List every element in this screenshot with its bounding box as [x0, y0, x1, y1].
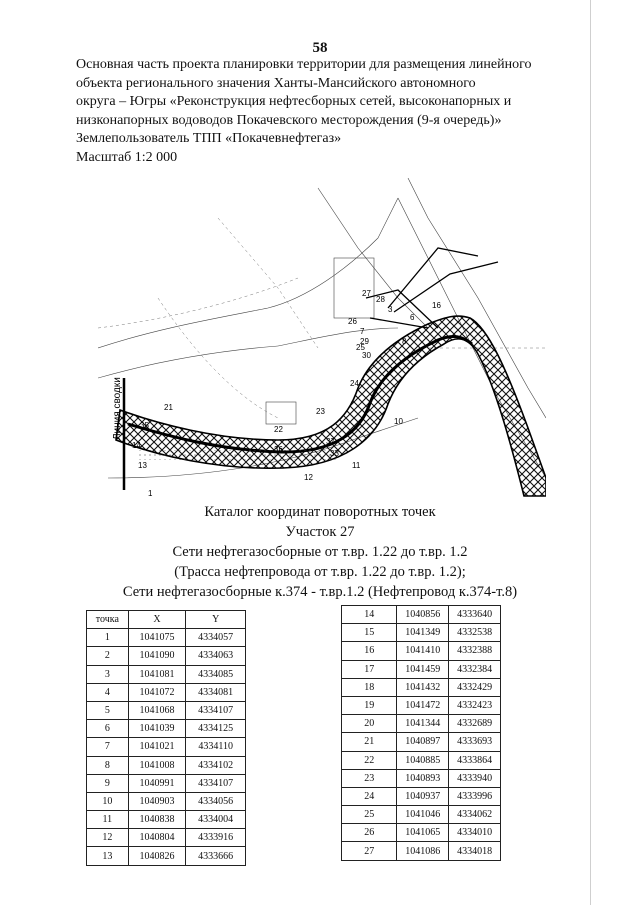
- point-cell: 27: [342, 842, 397, 860]
- y-cell: 4332423: [449, 696, 501, 714]
- y-cell: 4334081: [186, 683, 246, 701]
- table-row: [87, 756, 246, 774]
- table-row: [342, 824, 501, 842]
- table-row: [342, 715, 501, 733]
- point-label: 33: [330, 449, 339, 458]
- point-cell: 25: [342, 806, 397, 824]
- y-cell: 4333916: [186, 829, 246, 847]
- point-cell: 9: [87, 774, 129, 792]
- point-cell: 17: [342, 660, 397, 678]
- y-cell: 4334010: [449, 824, 501, 842]
- y-cell: 4333864: [449, 751, 501, 769]
- point-label: 24: [350, 379, 359, 388]
- table-row: [342, 606, 501, 624]
- x-cell: 1041090: [128, 647, 186, 665]
- point-label: 21: [164, 403, 173, 412]
- land-user-line: Землепользователь ТПП «Покачевнефтегаз»: [76, 131, 342, 146]
- point-cell: 24: [342, 787, 397, 805]
- point-label: 12: [304, 473, 313, 482]
- x-cell: 1040937: [397, 787, 449, 805]
- point-cell: 15: [342, 624, 397, 642]
- x-cell: 1040856: [397, 606, 449, 624]
- y-cell: 4334107: [186, 774, 246, 792]
- point-label: 35: [140, 421, 149, 430]
- corridor-dotted-strip: [136, 450, 336, 460]
- table-row: [342, 806, 501, 824]
- point-cell: 21: [342, 733, 397, 751]
- point-label: 36: [274, 445, 283, 454]
- x-cell: 1041072: [128, 683, 186, 701]
- x-cell: 1041008: [128, 756, 186, 774]
- table-row: [87, 683, 246, 701]
- point-cell: 6: [87, 720, 129, 738]
- table-row: [342, 769, 501, 787]
- table-row: [87, 720, 246, 738]
- x-cell: 1040804: [128, 829, 186, 847]
- x-cell: 1041472: [397, 696, 449, 714]
- y-cell: 4333940: [449, 769, 501, 787]
- point-label: 37: [326, 437, 335, 446]
- column-header-x: X: [128, 611, 186, 629]
- point-cell: 2: [87, 647, 129, 665]
- y-cell: 4334062: [449, 806, 501, 824]
- point-label: 25: [356, 343, 365, 352]
- y-cell: 4333996: [449, 787, 501, 805]
- map-dashed-lines: [98, 218, 546, 418]
- point-cell: 8: [87, 756, 129, 774]
- x-cell: 1041021: [128, 738, 186, 756]
- catalog-description: (Трасса нефтепровода от т.вр. 1.22 до т.вр. 1.2);: [174, 564, 466, 580]
- point-label: 6: [410, 313, 415, 322]
- y-cell: 4332388: [449, 642, 501, 660]
- x-cell: 1041065: [397, 824, 449, 842]
- y-cell: 4334063: [186, 647, 246, 665]
- table-row: [87, 629, 246, 647]
- point-cell: 11: [87, 811, 129, 829]
- y-cell: 4334125: [186, 720, 246, 738]
- x-cell: 1041086: [397, 842, 449, 860]
- y-cell: 4334102: [186, 756, 246, 774]
- point-cell: 14: [342, 606, 397, 624]
- table-row: [87, 829, 246, 847]
- point-label: 27: [362, 289, 371, 298]
- point-label: 26: [348, 317, 357, 326]
- point-label: 28: [376, 295, 385, 304]
- y-cell: 4334056: [186, 792, 246, 810]
- point-label: 8: [402, 337, 407, 346]
- table-row: [342, 642, 501, 660]
- y-cell: 4334057: [186, 629, 246, 647]
- table-row: [342, 787, 501, 805]
- x-cell: 1041349: [397, 624, 449, 642]
- point-cell: 4: [87, 683, 129, 701]
- point-label: 22: [274, 425, 283, 434]
- x-cell: 1040893: [397, 769, 449, 787]
- x-cell: 1041075: [128, 629, 186, 647]
- header-line: низконапорных водоводов Покачевского месторождения (9-я очередь)»: [76, 112, 502, 128]
- point-label: 7: [360, 327, 365, 336]
- y-cell: 4334107: [186, 701, 246, 719]
- x-cell: 1041344: [397, 715, 449, 733]
- point-cell: 26: [342, 824, 397, 842]
- x-cell: 1040897: [397, 733, 449, 751]
- point-cell: 16: [342, 642, 397, 660]
- y-cell: 4333693: [449, 733, 501, 751]
- y-cell: 4334110: [186, 738, 246, 756]
- point-label: 13: [138, 461, 147, 470]
- point-cell: 23: [342, 769, 397, 787]
- point-label: 3: [388, 305, 393, 314]
- page-number: 58: [312, 40, 328, 56]
- column-header-point: точка: [87, 611, 129, 629]
- point-cell: 22: [342, 751, 397, 769]
- y-cell: 4334085: [186, 665, 246, 683]
- table-row: [342, 624, 501, 642]
- table-row: [342, 733, 501, 751]
- table-header-row: [87, 611, 246, 629]
- x-cell: 1040826: [128, 847, 186, 865]
- point-label: 29: [360, 337, 369, 346]
- point-cell: 3: [87, 665, 129, 683]
- point-cell: 18: [342, 678, 397, 696]
- point-cell: 12: [87, 829, 129, 847]
- y-cell: 4334018: [449, 842, 501, 860]
- table-row: [87, 665, 246, 683]
- x-cell: 1041459: [397, 660, 449, 678]
- table-row: [87, 847, 246, 865]
- table-row: [87, 738, 246, 756]
- x-cell: 1041410: [397, 642, 449, 660]
- pipeline-corridor: [116, 316, 546, 496]
- point-cell: 19: [342, 696, 397, 714]
- catalog-heading: Каталог координат поворотных точек: [204, 504, 436, 520]
- x-cell: 1040903: [128, 792, 186, 810]
- table-row: [87, 774, 246, 792]
- table-row: [87, 647, 246, 665]
- point-label: 30: [362, 351, 371, 360]
- point-label: 16: [432, 301, 441, 310]
- scan-edge: [590, 0, 591, 905]
- y-cell: 4332538: [449, 624, 501, 642]
- header-line: объекта регионального значения Ханты-Мансийского автономного: [76, 75, 476, 91]
- document-header: [76, 56, 546, 167]
- x-cell: 1040991: [128, 774, 186, 792]
- point-cell: 7: [87, 738, 129, 756]
- catalog-description: Сети нефтегазосборные от т.вр. 1.22 до т.вр. 1.2: [172, 544, 468, 560]
- table-row: [342, 678, 501, 696]
- column-header-y: Y: [186, 611, 246, 629]
- catalog-title: [80, 502, 560, 602]
- point-label: 14: [132, 441, 141, 450]
- y-cell: 4333666: [186, 847, 246, 865]
- y-cell: 4332429: [449, 678, 501, 696]
- catalog-section: Участок 27: [285, 524, 355, 540]
- coordinates-table-left: [86, 610, 246, 866]
- planning-map: [98, 178, 546, 498]
- coordinates-table-right: [341, 605, 501, 861]
- x-cell: 1040885: [397, 751, 449, 769]
- point-cell: 5: [87, 701, 129, 719]
- table-row: [87, 792, 246, 810]
- point-cell: 20: [342, 715, 397, 733]
- point-cell: 1: [87, 629, 129, 647]
- x-cell: 1041039: [128, 720, 186, 738]
- point-label: 11: [352, 461, 361, 470]
- table-row: [342, 660, 501, 678]
- x-cell: 1041081: [128, 665, 186, 683]
- x-cell: 1041046: [397, 806, 449, 824]
- y-cell: 4333640: [449, 606, 501, 624]
- scale-line: Масштаб 1:2 000: [76, 149, 178, 165]
- point-label: 1: [148, 489, 153, 498]
- point-cell: 10: [87, 792, 129, 810]
- leader-lines: [366, 248, 498, 328]
- y-cell: 4332384: [449, 660, 501, 678]
- table-row: [342, 696, 501, 714]
- point-label: 23: [316, 407, 325, 416]
- point-label: 10: [394, 417, 403, 426]
- table-row: [342, 751, 501, 769]
- x-cell: 1041432: [397, 678, 449, 696]
- header-line: Основная часть проекта планировки территории для размещения линейного: [76, 57, 532, 72]
- y-cell: 4334004: [186, 811, 246, 829]
- table-row: [87, 701, 246, 719]
- table-row: [87, 811, 246, 829]
- x-cell: 1040838: [128, 811, 186, 829]
- table-row: [342, 842, 501, 860]
- x-cell: 1041068: [128, 701, 186, 719]
- summary-line-label: Линия сводки: [112, 377, 123, 440]
- point-cell: 13: [87, 847, 129, 865]
- y-cell: 4332689: [449, 715, 501, 733]
- header-line: округа – Югры «Реконструкция нефтесборных сетей, высоконапорных и: [76, 94, 512, 109]
- catalog-description: Сети нефтегазосборные к.374 - т.вр.1.2 (Нефтепровод к.374-т.8): [122, 584, 518, 600]
